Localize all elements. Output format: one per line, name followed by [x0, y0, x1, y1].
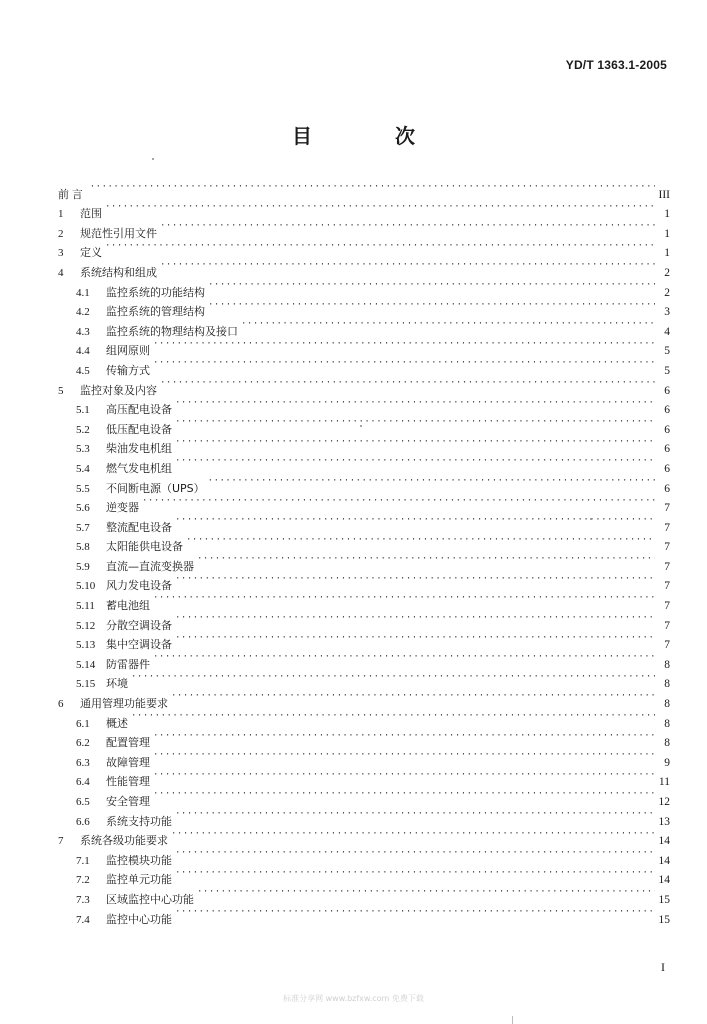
toc-entry-number: 5.9 — [76, 560, 90, 573]
toc-entry-page: 7 — [664, 600, 670, 613]
toc-leader-dots — [160, 256, 655, 276]
toc-entry-number: 5 — [58, 384, 64, 397]
standard-code: YD/T 1363.1-2005 — [565, 58, 667, 72]
toc-entry-number: 6.5 — [76, 796, 90, 808]
toc-leader-dots — [175, 433, 655, 453]
toc-entry-page: 8 — [664, 698, 670, 711]
toc-leader-dots — [208, 472, 655, 492]
scan-speck — [152, 158, 154, 160]
toc-entry-page: 3 — [664, 306, 670, 319]
toc-entry-label: 监控系统的功能结构 — [106, 285, 205, 299]
toc-entry-number: 5.1 — [76, 404, 90, 417]
toc-entry-page: 2 — [664, 266, 670, 279]
toc-entry-label: 逆变器 — [106, 501, 139, 515]
toc-entry-number: 2 — [58, 227, 64, 240]
page-number: I — [661, 960, 665, 974]
toc-entry-number: 4.2 — [76, 306, 90, 319]
toc-leader-dots — [142, 492, 655, 512]
toc-leader-dots — [131, 707, 655, 727]
toc-entry-number: 6.3 — [76, 756, 90, 769]
toc-entry-label: 燃气发电机组 — [106, 461, 172, 475]
toc-entry-label: 规范性引用文件 — [80, 226, 157, 240]
toc-entry — [58, 492, 670, 515]
toc-entry-number: 4.5 — [76, 364, 90, 377]
toc-entry-label: 组网原则 — [106, 344, 150, 358]
toc-entry-label: 分散空调设备 — [106, 618, 172, 632]
toc-entry — [58, 217, 670, 240]
toc-leader-dots — [175, 844, 655, 864]
toc-leader-dots — [175, 629, 655, 649]
toc-entry-label: 监控对象及内容 — [80, 383, 157, 397]
toc-entry-number: 前 言 — [58, 188, 83, 201]
toc-entry-number: 5.13 — [76, 639, 96, 652]
toc-entry-label: 监控模块功能 — [106, 853, 172, 867]
toc-leader-dots — [208, 296, 655, 316]
toc-entry-page: 6 — [664, 404, 670, 417]
toc-leader-dots — [175, 413, 655, 433]
toc-leader-dots — [153, 727, 655, 747]
toc-entry-label: 防雷器件 — [106, 657, 150, 671]
toc-entry-number: 5.14 — [76, 658, 96, 671]
toc-leader-dots — [171, 687, 655, 707]
toc-entry-number: 5.4 — [76, 462, 90, 475]
toc-entry-number: 5.2 — [76, 423, 90, 436]
toc-entry-label: 传输方式 — [106, 363, 150, 377]
toc-entry-number: 5.3 — [76, 443, 90, 456]
toc-entry-label: 风力发电设备 — [106, 579, 172, 593]
toc-entry-page: 5 — [664, 345, 670, 358]
toc-entry-number: 4.3 — [76, 325, 90, 338]
toc-entry-label: 范围 — [80, 207, 102, 221]
toc-entry-label: 直流—直流变换器 — [106, 559, 194, 573]
toc-leader-dots — [175, 570, 655, 590]
toc-entry-number: 7.3 — [76, 893, 90, 906]
table-of-contents — [58, 178, 670, 926]
toc-entry-number: 4.4 — [76, 345, 90, 358]
toc-entry-page: 8 — [664, 717, 670, 730]
toc-entry-label: 监控系统的管理结构 — [106, 305, 205, 319]
toc-entry-page: 7 — [664, 580, 670, 593]
toc-leader-dots — [105, 198, 655, 218]
toc-entry — [58, 727, 670, 750]
scan-speck — [590, 518, 592, 520]
toc-leader-dots — [197, 883, 655, 903]
toc-entry-page: 7 — [664, 541, 670, 554]
toc-entry-page: 14 — [658, 874, 670, 887]
toc-entry — [58, 511, 670, 534]
toc-entry-label: 监控单元功能 — [106, 873, 172, 887]
toc-entry-label: 监控系统的物理结构及接口 — [106, 324, 238, 338]
toc-entry-number: 5.8 — [76, 541, 90, 554]
toc-leader-dots — [208, 276, 655, 296]
toc-entry-page: 1 — [664, 247, 670, 260]
toc-entry-label: 定义 — [80, 246, 102, 260]
toc-leader-dots — [153, 746, 655, 766]
toc-leader-dots — [160, 374, 655, 394]
toc-leader-dots — [175, 609, 655, 629]
toc-entry-page: 6 — [664, 462, 670, 475]
toc-leader-dots — [175, 864, 655, 884]
toc-entry-page: 2 — [664, 286, 670, 299]
toc-leader-dots — [186, 531, 655, 551]
toc-entry — [58, 198, 670, 221]
toc-entry-label: 故障管理 — [106, 755, 150, 769]
toc-entry-page: 6 — [664, 384, 670, 397]
toc-entry-page: 1 — [664, 227, 670, 240]
toc-entry-label: 不间断电源（UPS） — [106, 481, 205, 495]
toc-entry-page: 14 — [658, 835, 670, 848]
toc-entry-label: 低压配电设备 — [106, 422, 172, 436]
toc-entry-label: 区域监控中心功能 — [106, 892, 194, 906]
toc-entry-number: 7.4 — [76, 913, 90, 926]
toc-entry-page: 7 — [664, 502, 670, 515]
page-title: 目 次 — [292, 124, 453, 148]
toc-entry-page: 7 — [664, 560, 670, 573]
toc-leader-dots — [153, 766, 655, 786]
toc-leader-dots — [153, 335, 655, 355]
toc-entry-label: 系统各级功能要求 — [80, 834, 168, 848]
toc-entry-number: 5.7 — [76, 521, 90, 534]
toc-entry-label: 环境 — [106, 677, 128, 691]
toc-entry-number: 6.2 — [76, 737, 90, 750]
toc-entry-label: 配置管理 — [106, 736, 150, 750]
toc-leader-dots — [171, 825, 655, 845]
toc-entry — [58, 256, 670, 279]
watermark-text: 标准分享网 www.bzfxw.com 免费下载 — [283, 994, 424, 1003]
toc-entry-number: 6.1 — [76, 717, 90, 730]
toc-entry — [58, 687, 670, 711]
toc-leader-dots — [131, 668, 655, 688]
toc-entry-number: 7.1 — [76, 854, 90, 867]
toc-entry-number: 7.2 — [76, 874, 90, 887]
toc-entry-label: 系统结构和组成 — [80, 265, 157, 279]
toc-entry-page: 6 — [664, 482, 670, 495]
toc-leader-dots — [105, 237, 655, 257]
toc-entry-label: 高压配电设备 — [106, 403, 172, 417]
toc-entry-page: 6 — [664, 423, 670, 436]
toc-leader-dots — [160, 217, 655, 237]
toc-leader-dots — [175, 805, 655, 825]
toc-entry-page: III — [658, 188, 670, 201]
toc-entry — [58, 668, 670, 691]
toc-leader-dots — [90, 178, 655, 198]
toc-entry-label: 监控中心功能 — [106, 912, 172, 926]
toc-entry-label: 蓄电池组 — [106, 599, 150, 613]
toc-leader-dots — [175, 452, 655, 472]
toc-entry-page: 8 — [664, 658, 670, 671]
toc-entry-number: 7 — [58, 835, 64, 848]
toc-entry-page: 1 — [664, 208, 670, 221]
toc-leader-dots — [175, 394, 655, 414]
toc-entry-number: 4 — [58, 266, 64, 279]
toc-entry-page: 8 — [664, 678, 670, 691]
toc-entry-label: 概述 — [106, 716, 128, 730]
toc-entry-number: 3 — [58, 247, 64, 260]
toc-entry-number: 1 — [58, 208, 64, 221]
toc-entry-page: 7 — [664, 639, 670, 652]
toc-entry-number: 5.12 — [76, 619, 96, 632]
toc-entry-page: 12 — [658, 796, 670, 808]
toc-entry-page: 8 — [664, 737, 670, 750]
toc-entry-page: 7 — [664, 521, 670, 534]
toc-entry-page: 13 — [658, 815, 670, 828]
toc-entry-label: 性能管理 — [106, 775, 150, 789]
scan-artifact-line — [512, 1016, 513, 1024]
toc-entry-page: 4 — [664, 325, 670, 338]
toc-leader-dots — [241, 315, 655, 335]
toc-leader-dots — [153, 648, 655, 668]
toc-entry — [58, 707, 670, 730]
toc-entry-page: 14 — [658, 854, 670, 867]
toc-leader-dots — [153, 354, 655, 374]
toc-entry-page: 9 — [664, 756, 670, 769]
toc-entry-label: 太阳能供电设备 — [106, 540, 183, 554]
toc-entry — [58, 178, 670, 201]
toc-entry-number: 4.1 — [76, 286, 90, 299]
toc-entry-label: 柴油发电机组 — [106, 442, 172, 456]
toc-leader-dots — [153, 589, 655, 609]
toc-entry-page: 6 — [664, 443, 670, 456]
toc-entry-page: 11 — [658, 776, 670, 789]
toc-entry-number: 5.15 — [76, 678, 96, 691]
toc-entry-label: 整流配电设备 — [106, 520, 172, 534]
toc-entry-page: 7 — [664, 619, 670, 632]
toc-leader-dots — [175, 903, 655, 923]
toc-leader-dots — [153, 785, 655, 805]
toc-entry-number: 6.4 — [76, 776, 90, 789]
toc-entry-label: 通用管理功能要求 — [80, 697, 168, 711]
toc-entry-number: 5.11 — [76, 600, 95, 613]
toc-leader-dots — [197, 550, 655, 570]
toc-entry-number: 6.6 — [76, 815, 90, 828]
scan-speck — [360, 425, 362, 427]
toc-entry-number: 5.5 — [76, 482, 90, 495]
toc-entry-label: 集中空调设备 — [106, 638, 172, 652]
toc-entry-number: 6 — [58, 698, 64, 711]
toc-entry — [58, 237, 670, 260]
toc-entry-page: 15 — [658, 913, 670, 926]
toc-leader-dots — [175, 511, 655, 531]
toc-entry-label: 系统支持功能 — [106, 814, 172, 828]
toc-entry-number: 5.6 — [76, 502, 90, 515]
toc-entry-page: 15 — [658, 893, 670, 906]
toc-entry-page: 5 — [664, 364, 670, 377]
toc-entry-label: 安全管理 — [106, 795, 150, 808]
toc-entry-number: 5.10 — [76, 580, 96, 593]
